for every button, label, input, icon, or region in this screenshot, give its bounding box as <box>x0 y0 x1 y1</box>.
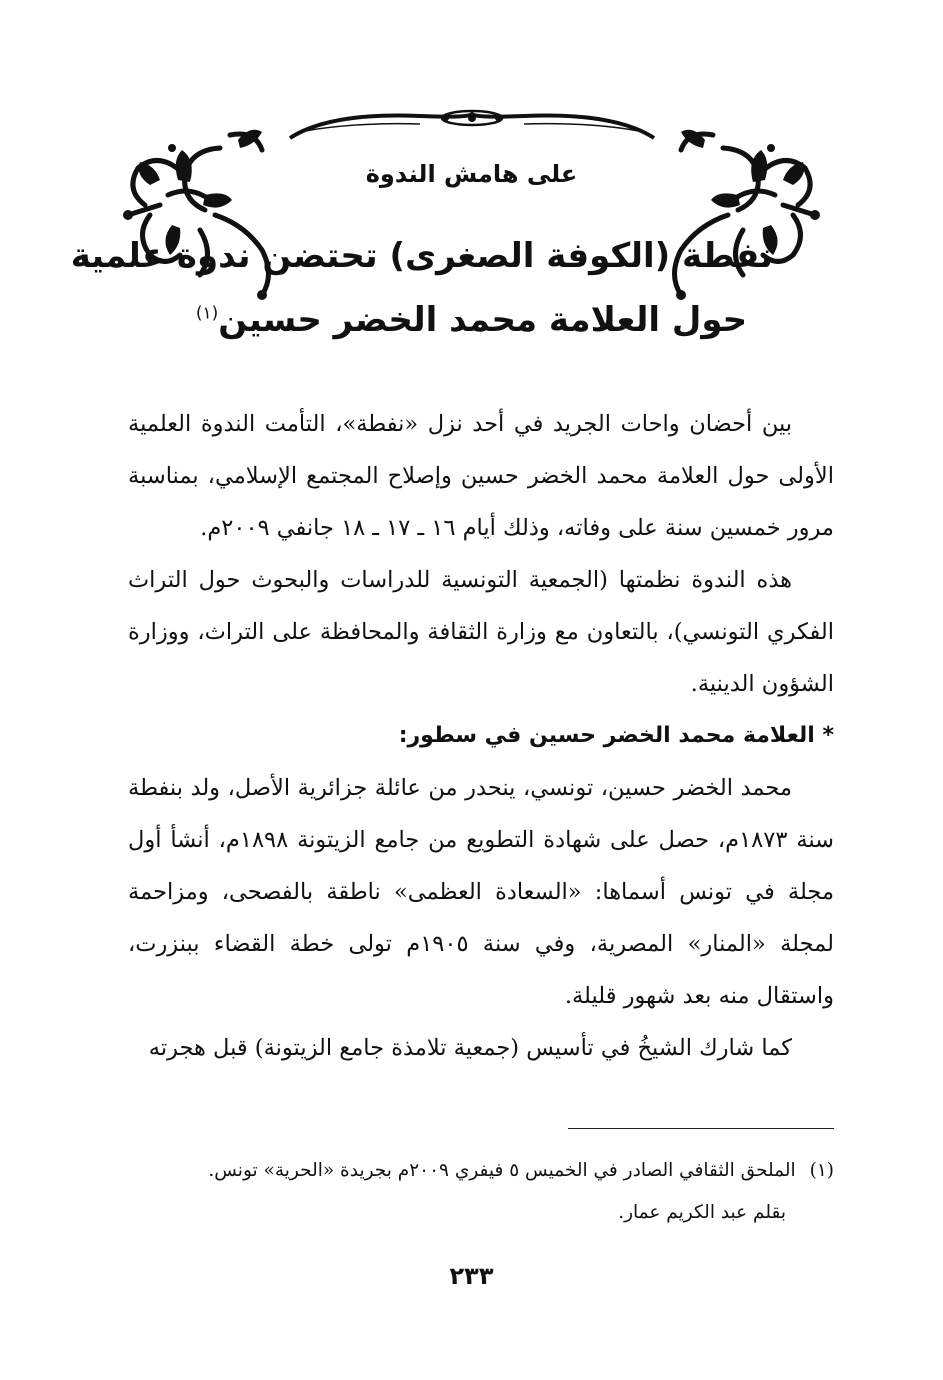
footnote-divider <box>568 1128 834 1129</box>
section-label: على هامش الندوة <box>365 160 578 188</box>
article-title-line-1: نفطة (الكوفة الصغرى) تحتضن ندوة علمية <box>70 236 773 276</box>
footnote-text: الملحق الثقافي الصادر في الخميس ٥ فيفري ٢٠٠٩م بجريدة «الحرية» تونس. <box>208 1160 796 1181</box>
footnote <box>128 1150 834 1234</box>
page-number: ٢٣٣ <box>449 1262 494 1290</box>
article-body <box>128 398 834 1074</box>
footnote-number: (١) <box>809 1160 834 1181</box>
paragraph-biography: محمد الخضر حسين، تونسي، ينحدر من عائلة جزائرية الأصل، ولد بنفطة سنة ١٨٧٣م، حصل على شهادة التطويع من جامع الزيتونة ١٨٩٨م، أنشأ أول مجلة في تونس أسماها: «السعادة العظمى» ناطقة بالفصحى، ومزاحمة لمجلة «المنار» المصرية، وفي سنة ١٩٠٥م تولى خطة القضاء ببنزرت، واستقال منه بعد شهور قليلة. <box>128 775 835 1009</box>
title-footnote-marker: (١) <box>195 303 219 324</box>
article-title-line-2 <box>170 300 773 340</box>
subheading-biography: * العلامة محمد الخضر حسين في سطور: <box>398 723 834 748</box>
paragraph-organizers: هذه الندوة نظمتها (الجمعية التونسية للدراسات والبحوث حول التراث الفكري التونسي)، بالتعاون مع وزارة الثقافة والمحافظة على التراث، ووزارة الشؤون الدينية. <box>128 567 834 697</box>
paragraph-continuation: كما شارك الشيخُ في تأسيس (جمعية تلامذة جامع الزيتونة) قبل هجرته <box>148 1035 792 1061</box>
paragraph-intro: بين أحضان واحات الجريد في أحد نزل «نفطة»، التأمت الندوة العلمية الأولى حول العلامة محمد الخضر حسين وإصلاح المجتمع الإسلامي، بمناسبة مرور خمسين سنة على وفاته، وذلك أيام ١٦ ـ ١٧ ـ ١٨ جانفي ٢٠٠٩م. <box>128 411 834 541</box>
footnote-continuation: بقلم عبد الكريم عمار. <box>618 1202 786 1223</box>
article-title-line-2-text: حول العلامة محمد الخضر حسين <box>218 300 748 340</box>
